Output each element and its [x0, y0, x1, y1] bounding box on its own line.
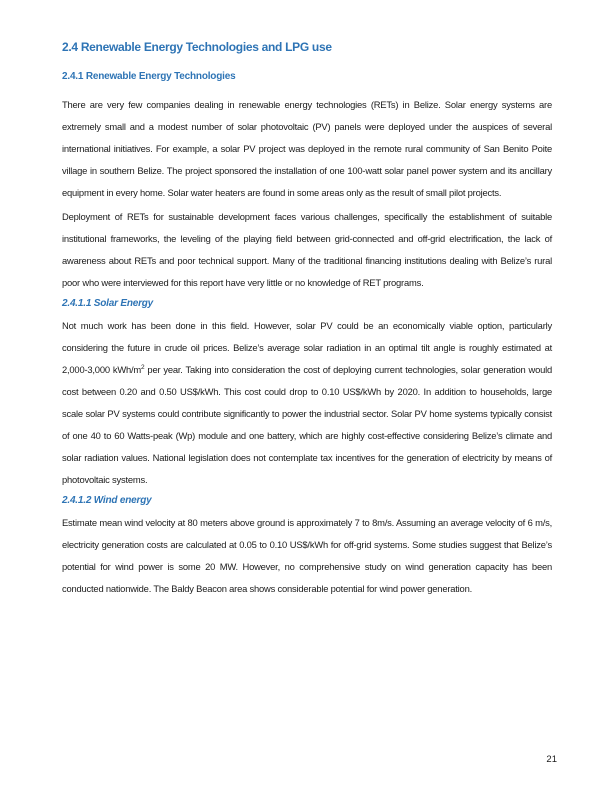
wind-energy-heading: 2.4.1.2 Wind energy: [62, 495, 152, 506]
paragraph-wind-energy: Estimate mean wind velocity at 80 meters above ground is approximately 7 to 8m/s. Assuming an average velocity of 6 m/s, electricity generation costs are calculated at 0.05 to 0.10 US$/kWh for off-grid systems. Some studies suggest that Belize’s potential for wind power is some 20 MW. However, no comprehensive study on wind generation capacity has been conducted nationwide. The Baldy Beacon area shows considerable potential for wind power generation.: [62, 517, 552, 594]
page-number: 21: [546, 754, 557, 765]
solar-energy-heading: 2.4.1.1 Solar Energy: [62, 298, 154, 309]
subsection-heading: 2.4.1 Renewable Energy Technologies: [62, 71, 236, 82]
solar-paragraph-text-after-superscript: per year. Taking into consideration the cost of deploying current technologies, solar generation would cost between 0.20 and 0.50 US$/kWh. This cost could drop to 0.10 US$/kWh by 2020. In addition to households, large scale solar PV systems could contribute significantly to power the industrial sector. Solar PV home systems typically consist of one 40 to 60 Watts-peak (Wp) module and one battery, which are highly cost-effective considering Belize’s climate and solar radiation values. National legislation does not contemplate tax incentives for the generation of electricity by means of photovoltaic systems.: [62, 364, 552, 485]
section-heading: 2.4 Renewable Energy Technologies and LPG use: [62, 40, 332, 54]
superscript-2: 2: [141, 363, 145, 371]
paragraph-ret-overview: There are very few companies dealing in renewable energy technologies (RETs) in Belize. Solar energy systems are extremely small and a modest number of solar photovoltaic (PV) panels were deployed under the auspices of several international initiatives. For example, a solar PV project was deployed in the remote rural community of San Benito Poite village in southern Belize. The project sponsored the installation of one 100-watt solar panel power system and its ancillary equipment in every home. Solar water heaters are found in some areas only as the result of small pilot projects.: [62, 99, 552, 198]
paragraph-ret-challenges: Deployment of RETs for sustainable development faces various challenges, specifically the establishment of suitable institutional frameworks, the leveling of the playing field between grid-connected and off-grid electrification, the lack of awareness about RETs and poor technical support. Many of the traditional financing institutions dealing with Belize’s rural poor who were interviewed for this report have very little or no knowledge of RET programs.: [62, 211, 552, 288]
paragraph-solar-energy: [62, 315, 552, 491]
solar-paragraph-text-before-superscript: Not much work has been done in this field. However, solar PV could be an economically viable option, particularly considering the future in crude oil prices. Belize’s average solar radiation in an optimal tilt angle is roughly estimated at 2,000-3,000 kWh/m: [62, 320, 552, 375]
